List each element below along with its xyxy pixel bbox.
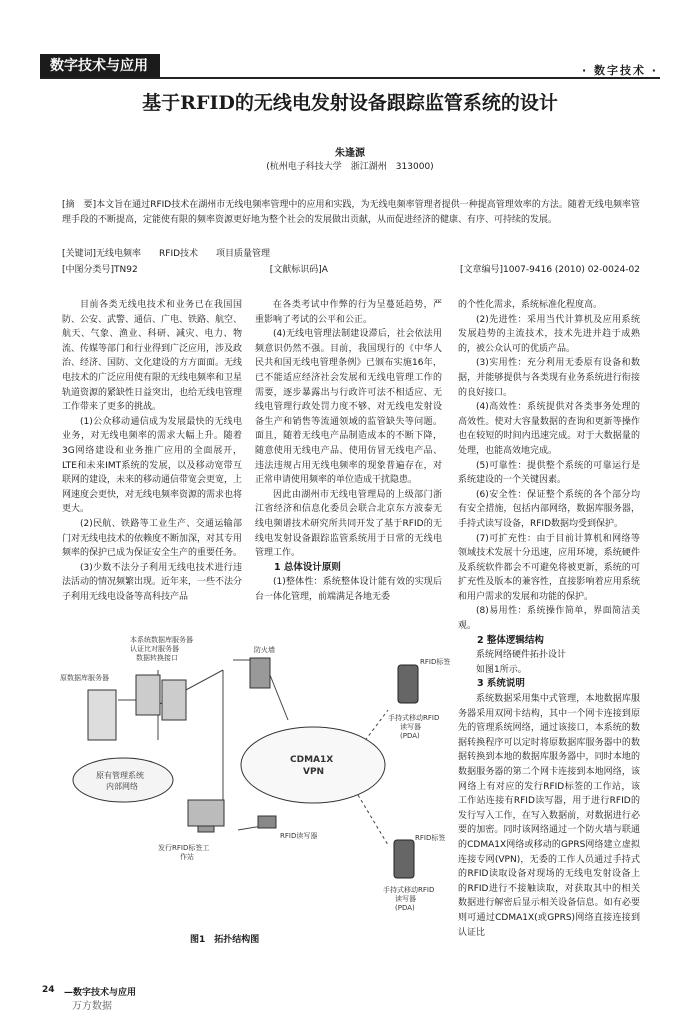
svg-text:作站: 作站 <box>180 853 194 861</box>
system-server-icon <box>136 675 160 715</box>
footer-magazine: —数字技术与应用 <box>64 988 137 998</box>
paragraph: 系统网络硬件拓扑设计 <box>476 650 567 661</box>
label-station: 发行RFID标签工 <box>158 844 210 852</box>
label-orig-net2: 内部网络 <box>106 782 138 791</box>
firewall-icon <box>250 658 270 688</box>
affiliation: (杭州电子科技大学 浙江湖州 313000) <box>266 162 434 172</box>
svg-text:(PDA): (PDA) <box>395 904 415 912</box>
label-rfid-rw: RFID读写器 <box>280 832 318 840</box>
database-server-icon <box>88 690 116 740</box>
paragraph: (4)高效性：系统提供对各类事务处理的高效性。使对大容量数据的查询和更新等操作也在较短的时间内迅速完成。对于大数据量的处理，也能高效地完成。 <box>458 402 640 456</box>
label-orig-server: 原数据库服务器 <box>60 674 109 682</box>
workstation-icon <box>188 800 224 826</box>
clc-number: [中图分类号]TN92 <box>62 265 138 275</box>
column-1 <box>62 298 242 604</box>
keywords: [关键词]无线电频率 RFID技术 项目质量管理 <box>62 249 271 259</box>
header-rule <box>40 77 660 79</box>
topology-diagram <box>58 630 454 920</box>
intranet-cloud-icon <box>73 758 173 802</box>
label-auth-server: 认证比对服务器 <box>130 645 179 653</box>
section-label-right: · 数字技术 · <box>581 64 658 77</box>
document-code: [文献标识码]A <box>269 265 328 275</box>
paragraph: 系统数据采用集中式管理，本地数据库服务器采用双网卡结构，其中一个网卡连接到原先的管理系统网络，通过该接口，本系统的数据转换程序可以定时将原数据库服务器中的数据转换到本地的数据库服务器中，同时本地的数据服务器的第二个网卡连接到本地网络，该网络上有对应的发行RFID标签的工作站，该工作站连接有RFID读写器，用于进行RFID的发行写入工作，在写入数据前，对数据进行必要的加密。同时该网络通过一个防火墙与联通的CDMA1X网络或移动的GPRS网络建立虚拟连接专网(VPN)，无委的工作人员通过手持式的RFID读取设备对现场的无线电发射设备上的RFID进行不接触读取，对获取其中的相关数据进行解密后显示相关设备信息。如有必要则可通过CDMA1X(或GPRS)网络直接连接到认证比 <box>458 694 640 938</box>
label-vpn: VPN <box>303 767 325 777</box>
page-number: 24 <box>42 985 55 995</box>
paragraph: (3)少数不法分子利用无线电技术进行违法活动的情况频繁出现。近年来，一些不法分子利用无线电设备等高科技产品 <box>62 562 243 602</box>
paragraph: (5)可靠性：提供整个系统的可靠运行是系统建设的一个关键因素。 <box>458 460 640 486</box>
paragraph: (3)实用性：充分利用无委原有设备和数据，并能够提供与各类现有业务系统进行衔接的良好接口。 <box>458 358 640 398</box>
label-firewall: 防火墙 <box>254 646 275 654</box>
paragraph: 如图1所示。 <box>476 664 527 675</box>
paragraph: (7)可扩充性：由于目前计算机和网络等领域技术发展十分迅速，应用环境，系统硬件及系统软件都会不可避免将被更新，系统的可扩充性及版本的兼容性，直接影响着应用系统和用户需求的发展和功能的保护。 <box>458 533 640 602</box>
section-heading-3: 3 系统说明 <box>477 678 525 690</box>
label-orig-net: 原有管理系统 <box>96 771 144 780</box>
svg-text:读写器: 读写器 <box>395 895 416 903</box>
label-rfid-tag-1: RFID标签 <box>420 658 451 666</box>
paragraph: (6)安全性：保证整个系统的各个部分均有安全措施，包括内部网络，数据库服务器，手持式读写设备，RFID数据均受到保护。 <box>458 489 640 529</box>
paragraph: (8)易用性：系统操作简单，界面简洁美观。 <box>458 606 640 632</box>
label-pda-2: 手持式移动RFID <box>383 886 435 894</box>
paragraph: (1)公众移动通信成为发展最快的无线电业务，对无线电频率的需求大幅上升。随着3G网络建设和业务推广应用的全面展开，LTE和未来IMT系统的发展，以及移动宽带互联网的建设，未来的移动通信带宽会更宽，上网速度会更快，对无线电频率资源的需求也将更大。 <box>62 416 243 515</box>
article-meta <box>62 262 640 275</box>
watermark: 万方数据 <box>72 1001 112 1012</box>
paper-title: 基于RFID的无线电发射设备跟踪监管系统的设计 <box>142 92 558 114</box>
section-tag: 数字技术与应用 <box>40 54 160 78</box>
svg-text:(PDA): (PDA) <box>400 732 420 740</box>
article-number: [文章编号]1007-9416 (2010) 02-0024-02 <box>459 265 640 275</box>
svg-text:读写器: 读写器 <box>400 723 421 731</box>
paragraph: (4)无线电管理法制建设滞后，社会依法用频意识仍然不强。目前，我国现行的《中华人民共和国无线电管理条例》已颁布实施16年，已不能适应经济社会发展和无线电管理工作的需要，逐步暴露出与行政许可法不相适应、无线电管理行政处罚力度不够、对无线电发射设备生产和销售等流通领域的监管缺失等问题。面且，随着无线电产品制造成本的不断下降，随意使用无线电产品、使用仿冒无线电产品、违法违规占用无线电频率的现象普遍存在，对正常申请使用频率的单位造成干扰隐患。 <box>255 329 442 486</box>
paragraph: (2)民航、铁路等工业生产、交通运输部门对无线电技术的依赖度不断加深，对其专用频率的保护已成为保证安全生产的重要任务。 <box>62 518 243 559</box>
paragraph: (1)整体性：系统整体设计能有效的实现后台一体化管理，前端满足各地无委 <box>255 577 442 602</box>
label-system-server: 本系统数据库服务器 <box>130 636 193 644</box>
pda-icon <box>394 840 414 878</box>
paragraph: (2)先进性：采用当代计算机及应用系统发展趋势的主流技术，技术先进并趋于成熟的，被公众认可的优质产品。 <box>458 314 640 354</box>
pda-icon <box>398 665 418 703</box>
section-heading-1: 1 总体设计原则 <box>274 561 341 573</box>
column-3 <box>458 298 640 940</box>
rfid-reader-icon <box>258 816 276 828</box>
label-cdma: CDMA1X <box>290 755 334 765</box>
label-rfid-tag-2: RFID标签 <box>415 834 446 842</box>
author: 朱逢源 <box>335 148 365 159</box>
column-2 <box>255 298 442 604</box>
abstract: [摘 要]本文旨在通过RFID技术在湖州市无线电频率管理中的应用和实践，为无线电频率管理者提供一种提高管理效率的方法。随着无线电频率管理手段的不断提高，定能使有限的频率资源更好地为整个社会的发展做出贡献，从而促进经济的健康、有序、可持续的发展。 <box>62 200 640 225</box>
paragraph: 目前各类无线电技术和业务已在我国国防、公安、武警、通信、广电、铁路、航空、航天、气象、渔业、科研、减灾、电力、物流、传媒等部门和行业得到广泛应用，涉及政治、经济、国防、文化建设的方方面面。无线电技术的广泛应用使有限的无线电频率和卫星轨道资源的紧缺性日益突出，也给无线电管理工作带来了更多的挑战。 <box>62 300 243 413</box>
auth-server-icon <box>162 680 186 720</box>
label-convert: 数据转换接口 <box>136 654 178 662</box>
section-heading-2: 2 整体逻辑结构 <box>477 634 544 646</box>
label-pda-1: 手持式移动RFID <box>388 714 440 722</box>
figure-caption: 图1 拓扑结构图 <box>190 935 260 945</box>
paragraph: 在各类考试中作弊的行为呈蔓延趋势，严重影响了考试的公平和公正。 <box>255 300 442 325</box>
paragraph: 因此由湖州市无线电管理局的上级部门浙江省经济和信息化委员会联合北京东方波泰无线电频谱技术研究所共同开发了基于RFID的无线电发射设备跟踪监管系统用于日常的无线电管理工作。 <box>255 489 442 559</box>
paragraph: 的个性化需求，系统标准化程度高。 <box>458 300 603 310</box>
vpn-cloud-icon <box>241 727 385 803</box>
